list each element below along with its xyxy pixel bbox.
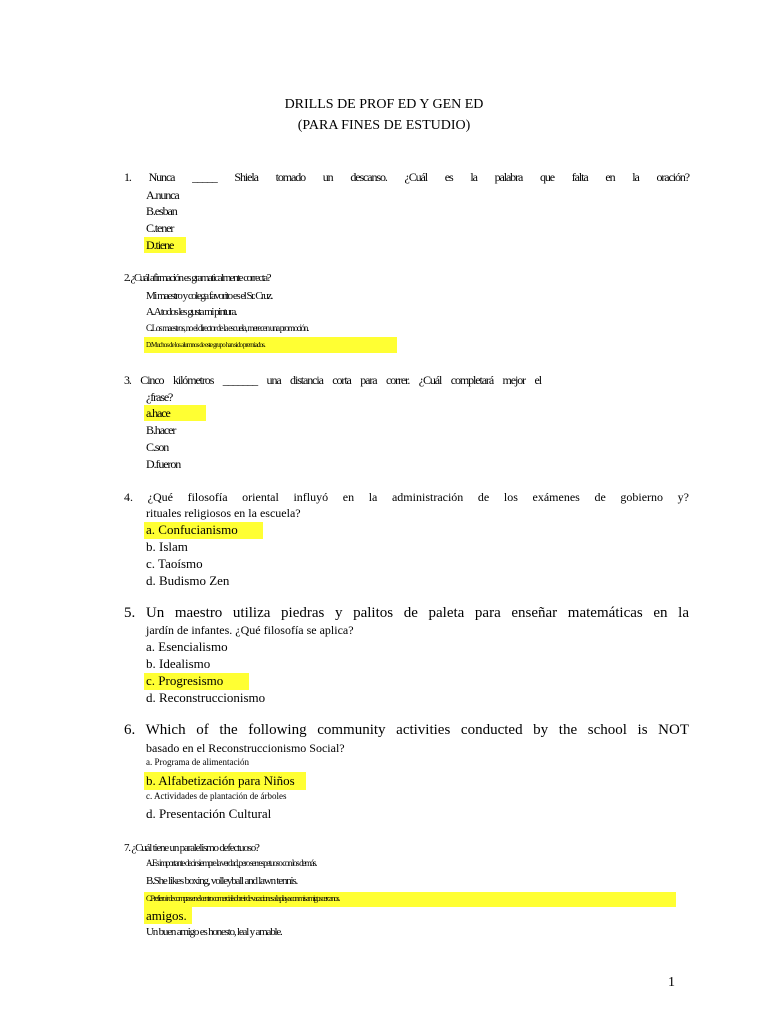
q4-option-d: d. Budismo Zen [146, 573, 230, 588]
q4-option-c: c. Taoísmo [146, 556, 203, 571]
question-2-stem: 2. ¿Cuál afirmación es gramaticalmente correcta? [124, 272, 271, 284]
question-1-stem: 1. Nunca _____ Shiela tomado un descanso. ¿Cuál es la palabra que falta en la oración? [124, 170, 689, 184]
page-number: 1 [668, 975, 675, 990]
q5-option-a: a. Esencialismo [146, 639, 228, 654]
question-4-stem: 4. ¿Qué filosofía oriental influyó en la administración de los exámenes de gobierno y? [124, 490, 689, 504]
q4-option-a: a. Confucianismo [146, 522, 238, 537]
q7-option-d: Un buen amigo es honesto, leal y amable. [146, 926, 282, 938]
q6-option-c: c. Actividades de plantación de árboles [146, 791, 287, 801]
question-3-stem-cont: ¿frase? [146, 390, 173, 404]
q3-option-d: D.fueron [146, 457, 181, 471]
q3-option-c: C.son [146, 440, 169, 454]
q2-option-d: D.Muchos de los alumnos de este grupo han sido premiados. [146, 341, 265, 349]
question-3-stem: 3. Cinco kilómetros _______ una distancia corta para correr. ¿Cuál completará mejor el [124, 373, 541, 387]
question-5-stem: 5. Un maestro utiliza piedras y palitos de paleta para enseñar matemáticas en la [124, 605, 689, 621]
q3-option-a: a.hace [146, 406, 170, 420]
q4-option-b: b. Islam [146, 539, 188, 554]
q1-option-d: D.tiene [146, 238, 174, 252]
q6-option-d: d. Presentación Cultural [146, 806, 272, 821]
q1-option-a: A.nunca [146, 188, 179, 202]
question-5-stem-cont: jardín de infantes. ¿Qué filosofía se aplica? [146, 623, 354, 637]
q1-option-b: B.esban [146, 204, 177, 218]
q5-option-b: b. Idealismo [146, 656, 211, 671]
question-6-stem: 6. Which of the following community activities conducted by the school is NOT [124, 722, 689, 738]
q7-option-b: B.She likes boxing, volleyball and lawn tennis. [146, 875, 298, 887]
q2-option-a: A.A todos les gusta mi pintura. [146, 306, 237, 318]
q1-option-c: C.tener [146, 221, 174, 235]
q3-option-b: B.hacer [146, 423, 176, 437]
q5-option-d: d. Reconstruccionismo [146, 690, 266, 705]
q2-option-c: C.Los maestros, no el director de la escuela, merecen una promoción. [146, 323, 309, 333]
q6-option-b: b. Alfabetización para Niños [146, 773, 295, 788]
document-subtitle: (PARA FINES DE ESTUDIO) [297, 118, 471, 133]
question-4-stem-cont: rituales religiosos en la escuela? [146, 506, 301, 520]
q6-option-a: a. Programa de alimentación [146, 757, 249, 767]
question-7-stem: 7. ¿Cuál tiene un paralelismo defectuoso? [124, 842, 259, 854]
q7-option-c: C.Prefiero ir de compras en el centro comercial sobre ir de vacaciones a la playa con mis amigos cercanos. [146, 894, 339, 903]
q7-option-c-cont: amigos. [146, 908, 187, 923]
document-title: DRILLS DE PROF ED Y GEN ED [284, 97, 484, 112]
q2-option-1: Mi maestro y colega favorito es el Sr. Cruz. [146, 290, 272, 302]
q5-option-c: c. Progresismo [146, 673, 224, 688]
question-6-stem-cont: basado en el Reconstruccionismo Social? [146, 741, 345, 755]
q7-option-a: A.Es importante decir siempre la verdad, pero ser respetuoso con los demás. [146, 858, 316, 868]
